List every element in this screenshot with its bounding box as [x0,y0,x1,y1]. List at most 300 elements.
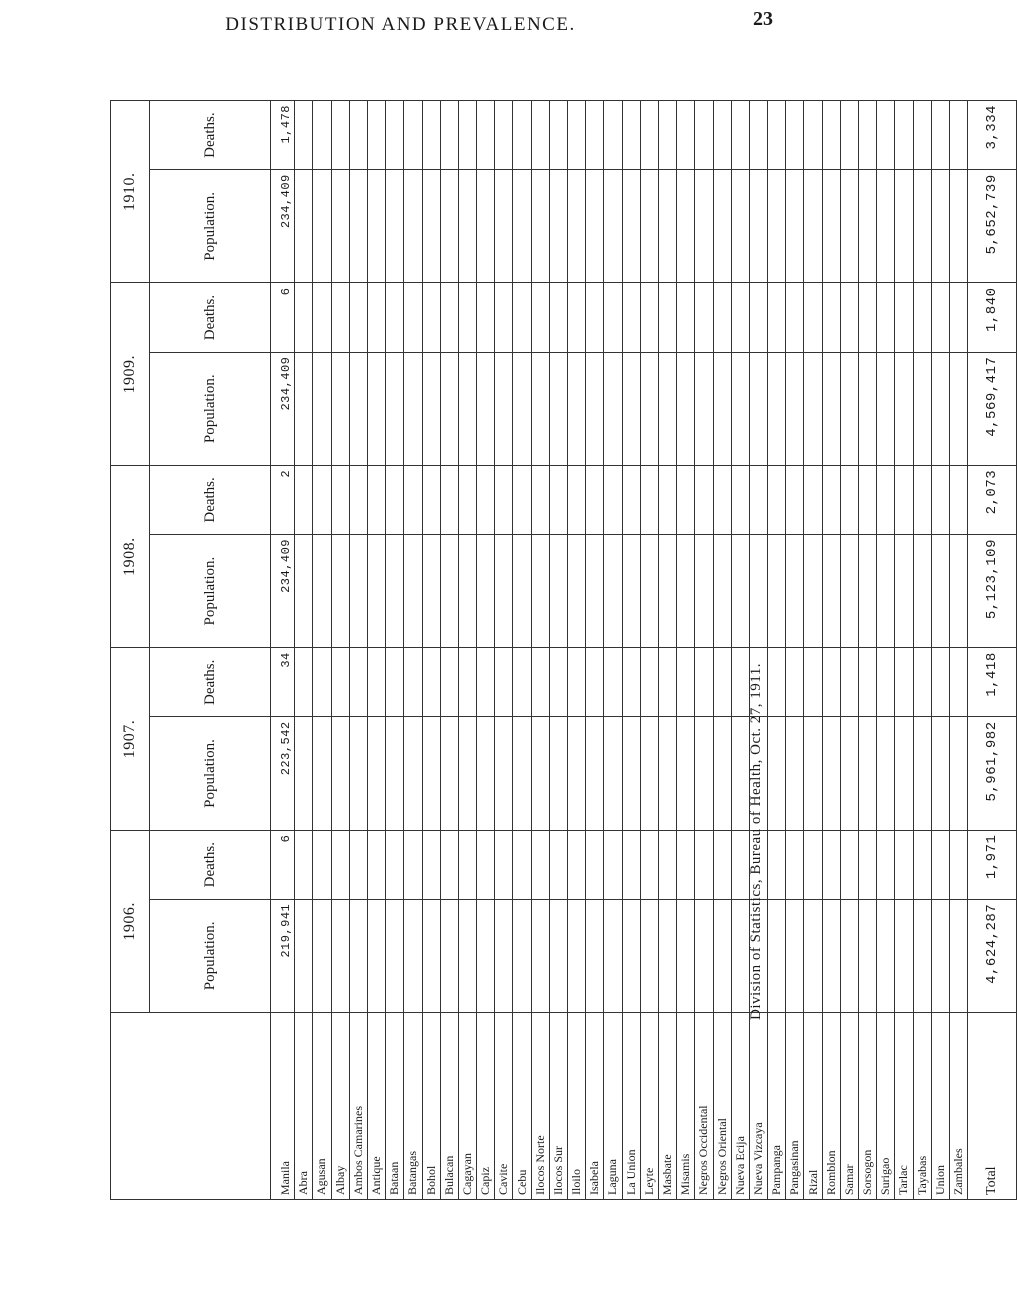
deaths-value [677,648,695,717]
deaths-value [713,465,731,534]
deaths-value [331,830,349,899]
deaths-value [568,465,586,534]
deaths-value [822,283,840,352]
deaths-value [895,648,913,717]
deaths-value [440,648,458,717]
province-name: Iloilo [568,1013,586,1200]
table-row [840,101,858,1200]
deaths-value [677,465,695,534]
table-row [768,101,786,1200]
population-value [840,352,858,465]
population-value: 234,409 [271,170,295,283]
deaths-value [404,830,422,899]
deaths-value [913,283,931,352]
population-value [949,899,967,1012]
table-row [949,101,967,1200]
population-value [331,717,349,830]
deaths-value [949,648,967,717]
deaths-value [622,830,640,899]
population-value [713,170,731,283]
table-row [404,101,422,1200]
population-value [586,717,604,830]
total-value: 5,123,109 [968,535,1017,648]
population-value [713,899,731,1012]
deaths-value [822,830,840,899]
population-value [731,170,749,283]
population-value [695,352,713,465]
deaths-value [513,465,531,534]
population-value [677,535,695,648]
deaths-value [786,465,804,534]
deaths-value [386,830,404,899]
population-value [895,717,913,830]
population-value [404,717,422,830]
deaths-value [513,648,531,717]
province-name: Samar [840,1013,858,1200]
population-value [622,717,640,830]
population-value [386,535,404,648]
population-value [513,170,531,283]
population-value [749,170,767,283]
population-value [859,535,877,648]
population-value [495,170,513,283]
running-head: DISTRIBUTION AND PREVALENCE. [225,14,576,35]
total-value: 3,334 [968,101,1017,170]
population-value [677,717,695,830]
population-value [349,899,367,1012]
deaths-value [295,101,313,170]
deaths-value [840,101,858,170]
deaths-value [331,283,349,352]
deaths-value [731,830,749,899]
population-value [768,899,786,1012]
population-value [822,170,840,283]
deaths-value [713,101,731,170]
deaths-value [331,101,349,170]
province-name: Romblon [822,1013,840,1200]
table-row [331,101,349,1200]
deaths-value [477,648,495,717]
deaths-value: 34 [271,648,295,717]
table-row [586,101,604,1200]
deaths-value [877,830,895,899]
deaths-value [531,283,549,352]
population-value [313,535,331,648]
deaths-value [404,101,422,170]
population-value [859,352,877,465]
population-header: Population. [150,535,271,648]
population-value [386,352,404,465]
deaths-value [695,830,713,899]
deaths-value: 6 [271,830,295,899]
deaths-value [749,101,767,170]
deaths-value [349,648,367,717]
population-value [786,170,804,283]
deaths-value [586,465,604,534]
deaths-value [840,283,858,352]
population-value [422,352,440,465]
population-header: Population. [150,170,271,283]
deaths-value [477,465,495,534]
deaths-value [549,465,567,534]
deaths-value [513,101,531,170]
table-row [822,101,840,1200]
deaths-value [822,101,840,170]
population-value [658,170,676,283]
table-row [386,101,404,1200]
population-value: 219,941 [271,899,295,1012]
population-value [313,170,331,283]
province-name: Zambales [949,1013,967,1200]
population-value [295,352,313,465]
population-value [913,717,931,830]
deaths-value [895,283,913,352]
deaths-value [677,283,695,352]
deaths-value [549,648,567,717]
deaths-value [549,283,567,352]
population-value [440,535,458,648]
population-value [586,352,604,465]
year-header-row [111,101,150,1200]
deaths-value [440,830,458,899]
deaths-value [458,465,476,534]
population-value [531,899,549,1012]
population-value [768,352,786,465]
deaths-value [295,830,313,899]
population-value [695,535,713,648]
population-value [640,170,658,283]
population-value [477,352,495,465]
table-row [695,101,713,1200]
deaths-value [477,283,495,352]
population-value [386,717,404,830]
population-value [367,535,385,648]
deaths-value [586,283,604,352]
population-value [422,535,440,648]
population-value [513,535,531,648]
deaths-value [713,830,731,899]
population-value [859,717,877,830]
province-name: Bataan [386,1013,404,1200]
population-value [949,717,967,830]
province-name: Agusan [313,1013,331,1200]
population-value [604,170,622,283]
population-value [949,352,967,465]
deaths-value [495,465,513,534]
total-value: 5,652,739 [968,170,1017,283]
province-name: Cebu [513,1013,531,1200]
population-value [404,170,422,283]
province-name: Union [931,1013,949,1200]
statistics-table [110,100,1017,1200]
population-value [749,535,767,648]
population-value [877,352,895,465]
deaths-value [495,648,513,717]
deaths-value [549,830,567,899]
population-value [840,535,858,648]
population-value [531,352,549,465]
deaths-value [404,283,422,352]
table-row [458,101,476,1200]
deaths-header: Deaths. [150,648,271,717]
province-name: Tayabas [913,1013,931,1200]
table-row [622,101,640,1200]
population-value [313,899,331,1012]
total-value: 4,569,417 [968,352,1017,465]
deaths-value [604,465,622,534]
deaths-value: 6 [271,283,295,352]
population-value [658,899,676,1012]
population-value [568,899,586,1012]
population-value [713,535,731,648]
deaths-value [422,648,440,717]
population-value [477,535,495,648]
deaths-value [658,648,676,717]
population-value [458,170,476,283]
deaths-value [331,648,349,717]
deaths-value [367,830,385,899]
province-name: Abra [295,1013,313,1200]
population-value [804,717,822,830]
population-value [604,899,622,1012]
province-name: Manila [271,1013,295,1200]
deaths-value [768,101,786,170]
deaths-value [331,465,349,534]
deaths-value [658,101,676,170]
deaths-value [295,283,313,352]
population-value [895,170,913,283]
deaths-value [949,283,967,352]
population-value [786,899,804,1012]
population-value [568,170,586,283]
table-row [568,101,586,1200]
deaths-value [313,830,331,899]
deaths-value [386,101,404,170]
deaths-value [349,283,367,352]
population-value [786,352,804,465]
deaths-value [877,465,895,534]
population-value [604,535,622,648]
population-value [877,899,895,1012]
deaths-value [695,283,713,352]
deaths-value [549,101,567,170]
deaths-value [440,283,458,352]
deaths-value [477,101,495,170]
population-value [640,717,658,830]
deaths-value [804,101,822,170]
year-header-1910: 1910. [111,101,150,284]
table-row [513,101,531,1200]
population-value [331,170,349,283]
deaths-value [913,648,931,717]
province-name: Sorsogon [859,1013,877,1200]
population-value [622,899,640,1012]
population-value [386,899,404,1012]
province-name: Cavite [495,1013,513,1200]
population-value [931,170,949,283]
deaths-value [622,648,640,717]
total-value: 2,073 [968,465,1017,534]
population-value [477,717,495,830]
deaths-value [422,283,440,352]
deaths-value [786,101,804,170]
province-header-cell [111,1013,271,1200]
deaths-value [313,101,331,170]
population-value [731,352,749,465]
deaths-value [568,101,586,170]
population-value [768,717,786,830]
deaths-value [531,465,549,534]
deaths-value [804,830,822,899]
deaths-value [422,465,440,534]
deaths-value [931,465,949,534]
population-value [440,899,458,1012]
deaths-value [313,648,331,717]
province-name: Isabela [586,1013,604,1200]
population-value [295,535,313,648]
population-value [877,170,895,283]
population-value [331,352,349,465]
table-row [658,101,676,1200]
table-row [349,101,367,1200]
deaths-value [586,101,604,170]
province-name: Nueva Vizcaya [749,1013,767,1200]
province-name: Ilocos Norte [531,1013,549,1200]
deaths-value [840,830,858,899]
province-name: Cagayan [458,1013,476,1200]
population-value [658,535,676,648]
population-value [568,352,586,465]
population-value [859,899,877,1012]
population-value [677,899,695,1012]
deaths-value [604,283,622,352]
table-row [367,101,385,1200]
population-value [713,352,731,465]
population-value [495,352,513,465]
population-value [404,899,422,1012]
population-value [786,717,804,830]
province-name: Nueva Ecija [731,1013,749,1200]
population-value [331,899,349,1012]
population-value [313,717,331,830]
table-body [271,101,968,1200]
deaths-value [458,648,476,717]
deaths-value [367,101,385,170]
deaths-header: Deaths. [150,830,271,899]
population-value [877,717,895,830]
deaths-value [731,101,749,170]
population-header: Population. [150,352,271,465]
population-value [895,535,913,648]
deaths-value [804,283,822,352]
deaths-value [895,465,913,534]
deaths-value [640,830,658,899]
deaths-value [295,465,313,534]
deaths-value [313,465,331,534]
population-value [931,899,949,1012]
population-value [804,352,822,465]
population-value [931,352,949,465]
table-row [804,101,822,1200]
population-value [331,535,349,648]
deaths-value [859,830,877,899]
deaths-value [367,648,385,717]
deaths-value [658,283,676,352]
deaths-value [859,648,877,717]
population-value [913,352,931,465]
population-value [604,352,622,465]
total-row [968,101,1017,1200]
population-value [549,352,567,465]
population-value [622,352,640,465]
province-name: Batangas [404,1013,422,1200]
population-value [822,352,840,465]
population-value [513,899,531,1012]
population-value [531,170,549,283]
deaths-value [622,101,640,170]
deaths-value [349,465,367,534]
deaths-value [768,648,786,717]
population-value [549,717,567,830]
deaths-value [913,830,931,899]
province-name: Negros Oriental [713,1013,731,1200]
population-value [804,170,822,283]
total-label: Total [968,1013,1017,1200]
deaths-value [640,283,658,352]
table-row [859,101,877,1200]
population-value [658,717,676,830]
population-value [295,899,313,1012]
deaths-value [786,648,804,717]
population-value [695,717,713,830]
population-value [895,352,913,465]
deaths-header: Deaths. [150,283,271,352]
deaths-value [822,465,840,534]
population-value [349,170,367,283]
province-name: Ambos Camarines [349,1013,367,1200]
deaths-value [859,101,877,170]
table-row [931,101,949,1200]
deaths-value [513,830,531,899]
population-value [458,352,476,465]
population-value [586,170,604,283]
population-value [422,717,440,830]
table-row [731,101,749,1200]
province-name: Bulacan [440,1013,458,1200]
table-row [604,101,622,1200]
province-name: La Union [622,1013,640,1200]
population-value [549,170,567,283]
deaths-value [786,283,804,352]
population-value [586,535,604,648]
deaths-value [658,830,676,899]
year-header-1909: 1909. [111,283,150,465]
deaths-value [568,830,586,899]
table-row [271,101,295,1200]
deaths-value [313,283,331,352]
population-value [440,717,458,830]
population-value [586,899,604,1012]
table-row [495,101,513,1200]
population-value [549,899,567,1012]
population-value [549,535,567,648]
deaths-value [404,648,422,717]
table-row [749,101,767,1200]
population-value [495,899,513,1012]
deaths-value [386,648,404,717]
deaths-value [731,465,749,534]
population-value [404,535,422,648]
